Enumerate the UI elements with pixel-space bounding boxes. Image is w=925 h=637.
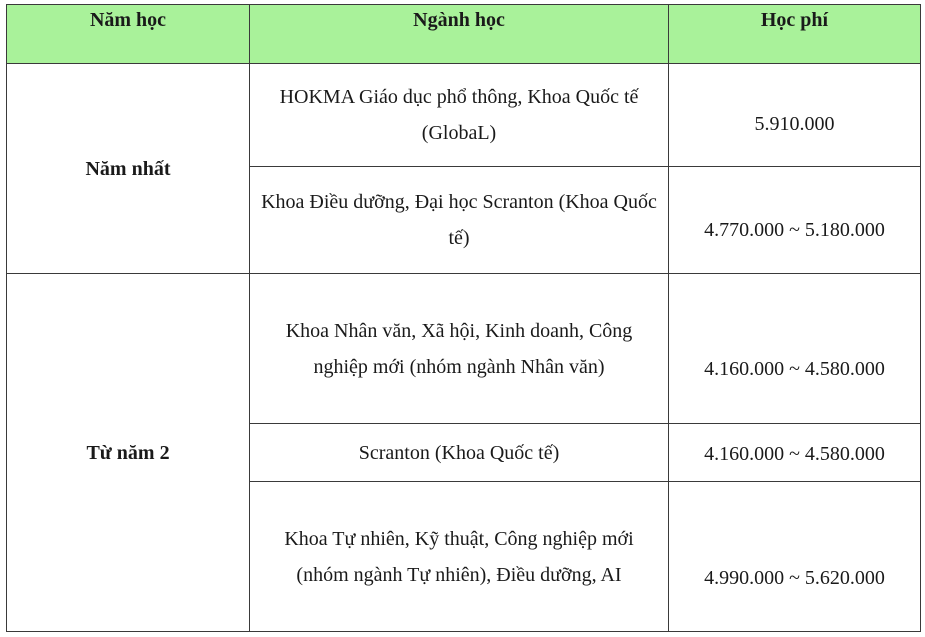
fee-cell: 5.910.000 <box>669 64 921 167</box>
year-cell: Từ năm 2 <box>7 274 250 632</box>
major-cell: Khoa Nhân văn, Xã hội, Kinh doanh, Công nghiệp mới (nhóm ngành Nhân văn) <box>250 274 669 424</box>
major-cell: Khoa Tự nhiên, Kỹ thuật, Công nghiệp mới (nhóm ngành Tự nhiên), Điều dưỡng, AI <box>250 482 669 632</box>
header-row <box>7 5 921 64</box>
major-cell: HOKMA Giáo dục phổ thông, Khoa Quốc tế (GlobaL) <box>250 64 669 167</box>
table-row <box>7 64 921 167</box>
fee-cell: 4.160.000 ~ 4.580.000 <box>669 274 921 424</box>
major-cell: Scranton (Khoa Quốc tế) <box>250 424 669 482</box>
table-row <box>7 274 921 424</box>
fee-cell: 4.990.000 ~ 5.620.000 <box>669 482 921 632</box>
fee-cell: 4.160.000 ~ 4.580.000 <box>669 424 921 482</box>
fee-cell: 4.770.000 ~ 5.180.000 <box>669 167 921 274</box>
header-year: Năm học <box>7 5 250 64</box>
year-cell: Năm nhất <box>7 64 250 274</box>
major-cell: Khoa Điều dưỡng, Đại học Scranton (Khoa Quốc tế) <box>250 167 669 274</box>
tuition-table <box>6 4 921 632</box>
header-fee: Học phí <box>669 5 921 64</box>
header-major: Ngành học <box>250 5 669 64</box>
